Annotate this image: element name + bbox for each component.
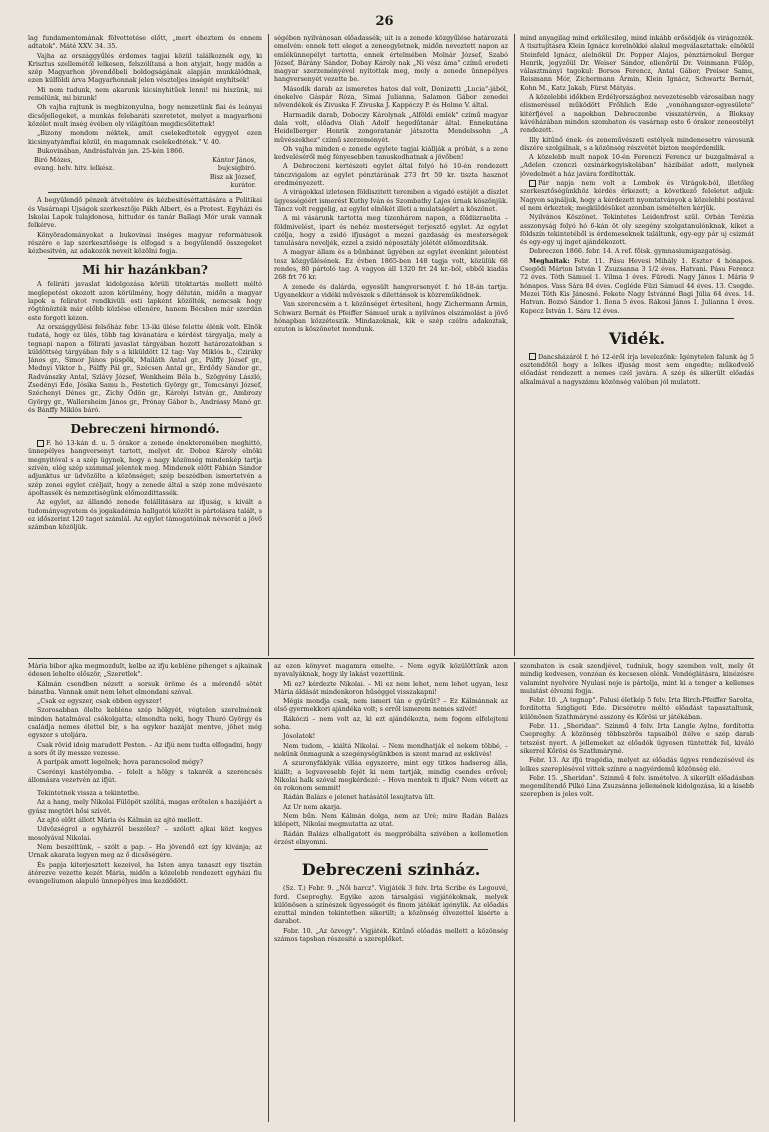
paragraph: A paripák amott legelnek; hova parancsolod mégy? [37, 758, 204, 767]
paragraph: Rádán Balázs elhallgatott és megpróbálta szivében a kellemetlen érzést elnyomni. [274, 829, 508, 846]
paragraph [520, 257, 754, 315]
paragraph-text: Pár napja nem volt a Lombok és Virágok-ból, illetőleg szerkesztőségünkhöz kérdés érkezett; a következő feleletet adjuk: Nagyon sajnáljuk, hogy a kérdezett nyomtatványok a közelebbi postával el nem érkeztek; megküldésüket azonban ismételten kérjük. [520, 179, 754, 212]
paragraph: ségében nyilvánosan előadassék; uit is a zenede közgyűlése határozatá emelvén: ennek tett eleget a zeneegyletnek, midőn neveztett napon az emlékünnepélyt tartotta, ennek értelmében Molnár József, Szabó József, Bárány Sándor, Dobay Károly nak „Ni vész áma" czímű eredeti magyar szerzeményével nyitottak meg, mely a zenede ünnepélyes hangversenyét vezette be. [274, 34, 508, 84]
square-icon [529, 353, 536, 360]
paragraph: A zenede és dalárda, egyesült hangversenyét f. hó 18-án tartja. Ugyanekkor a vidéki művészek s dilettánsok is közreműködnek. [274, 282, 508, 299]
paragraph: A feliráti javaslat kidolgozása körüli titoktartás mellett méltó meglepetést okozott azon körülmény, hogy délután, midőn a magyar lapok a feliratot rendkivüli esti lapként közölték, nemcsak hogy rögtönözték már előbb közlése ellenére, hanem Bécsben már szerdán este forgott kézen. [28, 280, 262, 322]
paragraph: Második darab az ismeretes hatos dal volt, Donizetti „Lucia"-jából, énekelve Gáspár Róza, Simai Julianna, Salamon Gábor zenedei növendékek és Zivuska F. Zivuska J. Kappéczy P. és Helme V. által. [274, 84, 508, 110]
paragraph: Febr. 15. „Sheridan". Szinmű 4 felv. ismételve. A sikerült előadásban megemlítendő Pilkó Lina Zsuzsánna jellemének kidolgozása, ki a kisebb szerepben is jeles volt. [520, 773, 754, 799]
paragraph: Kálmán csendben nézett a sorsuk öröme és a mérendő sötét bánatba. Vannak amit nem lehet elmondani szóval. [28, 679, 262, 696]
paragraph: Mi ez? kérdezte Nikolai. – Mi ez nem lehet, nem lehet ugyan, lesz Mária áldását mindenkoron hűséggel visszakapni! [274, 679, 508, 696]
paragraph: Jósolatok! [283, 732, 316, 741]
signature-name: Bisz ak József, [209, 172, 256, 181]
paragraph: szombaton is csak szendjével, tudniuk, hogy szemben volt, mely őt mindig kedvesen, vonzóan és kecsesen elénk. Vendéglátásra, kinézésre valamint nyelvére Nyulasi neje is pártolja, mint ki a tenger a kellemes mulatást élvezni fogja. [520, 662, 754, 695]
signature-left [34, 156, 114, 189]
paragraph: „Csak ez egyszer, csak ebben egyszer! [37, 697, 162, 706]
paragraph: A mi vásárunk tartotta meg tizenhárom napon, a földiizraelita – földmivelést, ipart és nehéz mesterséget terjesztő egylet. Az egylet czélja, hogy a zsidó ifjuságot a mezei gazdaság és mesterségek tanulására neveljék, ezzel a zsidó néposztály jólétét előmozditsák. [274, 214, 508, 248]
divider [48, 258, 242, 259]
bottom-column-3 [520, 662, 754, 1122]
column-rule [514, 662, 515, 1122]
divider [540, 318, 734, 319]
paragraph: Mégis mondja csak, nem ismeri tán e gyűrűt? – Ez Kálmánnak az első gyermekkori ajándéka volt; s erről ismerem nemes szivét! [274, 697, 508, 714]
paragraph [28, 439, 262, 497]
divider [48, 417, 242, 418]
paragraph: Febr. 10. „A tegnap". Palusi életkép 5 felv. Irta Birch-Pfeiffer Sarolta, fordította Szigligeti Ede. Dicséretre méltó előadást tapasztaltunk, különösen Szathmáryné asszony és Kőrösi ur játékában. [520, 696, 754, 721]
bottom-section [28, 662, 754, 1122]
column-rule [514, 34, 515, 656]
signature-title: kurátor. [230, 181, 256, 190]
paragraph: Csak rövid ideig maradott Pesten. – Az ifjú nem tudta elfogadni, hogy a sors őt ily messze vezesse. [28, 740, 262, 757]
square-icon [529, 180, 536, 187]
paragraph [520, 353, 754, 386]
paragraph: Nem tudom, – kiáltá Nikolai. – Nem mondhatják el nekem többé, – nekünk önmagunk a szegénységünkben is szent marad az esküvés! [274, 741, 508, 758]
paragraph: Oh vajha minden e zenede egylete tagjai kiállják a próbát, s a zene kedveléséről még fényesebben tanuskodhatnak a jövőben! [274, 144, 508, 162]
top-column-3 [520, 34, 754, 656]
paragraph: Oh vajha rajtunk is megbizonyulna, hogy nemzetünk fiai és leányai dicsőjellegeket, a munkás felebaráti szeretetet, melyet a magyarhoni közélet mult inség évében oly világítóan megdicsőitettek! [28, 103, 262, 128]
paragraph: Rádán Balázs e jelenet hatásától lesujtatva ült. [283, 793, 435, 802]
paragraph: Az országgyűlési felsőház febr. 13-iki ülése felette élénk volt. Elnök tudatá, hogy ez ülés, több tag kivánatára e kérdést tárgyalja, mely a tegnapi napon a fölirati javaslat tárgyában hozott határozatokban s küldöttség tárgyában foly s a kiküldött 12 tag: Vay Miklós b., Cziráky János gr., Simor János püspök, Mailáth Antal gr., Pálffy József gr., Mednyi Viktor b., Pálffy Pál gr., Szécsen Antal gr., Erdődy Sándor gr., Radvánszky Antal, Szlávy József, Wenkheim Béla b., Szögyény László, Zsedényi Ede, Jósika Samu b., Festetich György gr., Tomcsányi József, Széchenyi Dénes gr., Zichy Ödön gr., Károlyi István gr., Ambrozy György gr., Wallersheim János gr., Prónay Gábor b., Andrássy Manó gr. és Bánffy Miklós báró. [28, 322, 262, 414]
paragraph: Febr. 11. „Sheridan". Szinmű 4 felv. Irta Langle Aylne, fordította Csepreghy. A közönség többszörös tapsaiból ítélve e szép darab tetszést nyert. A jellemeket az előadók ügyesen tüntették fel, kiváló sikerrel Kőrösi és Szathmáryné. [520, 722, 754, 755]
top-section [28, 34, 754, 656]
paragraph: A begyülendő pénzek átvételére és kézbesitéséttattására a Politikai és Vasárnapi Ujságok szerkesztője Pákh Albert, és a Protest. Egyházi és Iskolai Lapok tulajdonosa, hittudor és tanár Ballagi Mór urak vannak felkérve. [28, 196, 262, 230]
paragraph: A szuronyfáklyák villáa egyszerre, mint egy titkos hadsereg álla, kiállt; a legvavesebb fejét ki nem tartják, mindig csendes erővel; Nikolai halk szóval megkérdezé: – Hova mentek ti ifjuk? Nem vétett az én rokonom semmit! [274, 759, 508, 793]
paragraph: Febr. 10. „Az özvegy". Vigjáték. Kitűnő előadás mellett a közönség számos tapsban részesité a szereplőket. [274, 926, 508, 944]
paragraph: Debreczen 1866. febr. 14. A ref. főisk. gymnasiumigazgatóság. [529, 247, 733, 256]
paragraph: Rákóczi – nem volt az, ki ezt ajándékozta, nem fogom elfelejteni soha. [274, 714, 508, 732]
paragraph: A virágokkal izletesen földiszitett teremben a vigadó estéjét a díszlet ügyességéért ismerést Kuthy Iván és Szombathy Lajos úrnak köszönjük. Táncz volt reggelig, az egylet elnökét illeti a mulatságért a köszönet. [274, 188, 508, 213]
paragraph: (Sz. T.) Febr. 9. „Női harcz". Vigjáték 3 felv. Irta Scribe és Legouvé, ford. Csepreghy. Egyike azon társalgási vigjátékoknak, melyek különösen a színészek ügyességét és finom játékát igénylik. Az előadás ezuttal minden tekintetben sikerült; a közönség élvezettel kisérte a darabot. [274, 884, 508, 926]
paragraph: Febr. 13. Az ifjú tragédia, melyet az előadás ügyes rendezésével és lelkes szereplésével vittek színre a nagyérdemű közönség elé. [520, 756, 754, 773]
paragraph-text: Dancsházáról f. hó 12-éről írja levelezőnk: Igénytelen falunk ág 5 esztendőtől hogy a lelkes ifjuság most sem engedte; műkedvelő előadást rendezett a nemes czél javára. A szép és sikerült előadás alkalmával a nagyszámu közönség valóban jól mulatott. [520, 352, 754, 386]
paragraph-text: F. hó 13-kán d. u. 5 órakor a zenede énekteremében meghittó, ünnepélyes hangversenyt tartott, melyet dr. Doboz Károly elnöki megnyitóval s a szép ügynek, hogy a nagy közönség mindenkép tartja szivén, elég szép számmal jelentek meg. Mindenek előtt Fábián Sándor adjunktus ur üdvözölte a közönséget; szép beszédben ismertetvén a szép zenei egylet czéljait, hogy a zenede által a szép zene művészete ápoltassék és nemzetiségünk előmozdittassék. [28, 439, 262, 497]
paragraph: Udvözségrol a egyházról beszélez? – szólott ajkai közt kegyes mosolyával Nikolai. [28, 825, 262, 842]
section-heading: Mi hir hazánkban? [82, 263, 208, 278]
top-column-1 [28, 34, 262, 656]
signature-right [210, 156, 256, 189]
paragraph: A Debreczeni kertészeti egylet által folyó hó 10-én rendezett tánczvigalom az egylet pénztárának 273 frt 59 kr. tiszta hasznot eredményezett. [274, 162, 508, 188]
signature-title: bujcsigbiró. [217, 164, 256, 173]
bottom-column-1 [28, 662, 262, 1122]
paragraph: Tekintetnek vissza a tekintetbe. [37, 789, 140, 798]
paragraph: Az egylet, az állandó zenede felállitására az ifjuság, s kivált a tudományegyetem és jogakadémia hallgatói között is pártolásra talált, s ez időszerint 120 tagot számlál. Az egylet támogatóinak névsorát a jövő számban közöljük. [28, 498, 262, 532]
section-heading: Debreczeni szinház. [301, 860, 481, 880]
paragraph: az ezen könyvet magamra emelte. – Nem egyik közülöttünk azon nyavalyáknak, hogy ily lakást vezettünk. [274, 662, 508, 679]
paragraph: A közelebb mult napok 10-én Ferenczi Ferencz ur buzgalmával a „Adelen czenczi ozsinárkegyiskolában" házibálat adott, melynek jövedelmét a ház javára fordították. [520, 153, 754, 178]
paragraph: Vajha az országgyűlés érdemes tagjai közül találkoznék egy, ki Krisztus szellemétől lelkesen, felszólítaná a hon atyjait, hogy midőn a szép Magyarhon jövendőbeli boldogságának alapján munkálódnak, ezen külföldi árva Magyarhonnak jelen vészteljes inségét enyhítsék! [28, 51, 262, 85]
signatures [28, 156, 262, 189]
signature-name: Biró Mózes, [34, 156, 73, 165]
square-icon [37, 440, 44, 447]
paragraph: Mária bibor ajka megmozdult, kelbe az ifju kebléne pihenget s ajkainak édesen lehelte először, „Szeretlek". [28, 662, 262, 679]
paragraph: Az Ur nem akarja. [283, 802, 342, 811]
bottom-column-2 [274, 662, 508, 1122]
paragraph: Harmadik darab, Doboczy Károlynak „Alföldi emlék" czímű magyar dala volt, előadva Olah Adolf hegedűtanár által. Ennekutána Heidelberger Henrik zongoratanár játszotta Mendelssohn „A művészekhez" czímű szerzeményét. [274, 110, 508, 144]
paragraph: Szorosabban ölelte kebléne szép hölgyét, végtelen szerelmének minden hatalmával csókolgatta; elmondta neki, hogy Thuró György és családja nemes élettel bir, s ha egykor hazáját mentve, jöhet még egyszer s utoljára. [28, 706, 262, 740]
paragraph: Könyöradományokat a bukovinai inséges magyar reformátusok részére e lap szerkesztősége is elfogad s a begyülendő összegeket kézbesitvén, az adakozók neveit közölni fogja. [28, 230, 262, 256]
column-rule [268, 662, 269, 1122]
paragraph: „Bizony mondom néktek, amit cselekedtetek egygyel ezen kicsinyatyámfiai közül, én magamnak cselekedtétek." V. 40. [28, 129, 262, 146]
paragraph: Mi nem tudunk, nem akarunk kicsinyhitűek lenni! mi hiszünk, mi remélünk, mi bizunk! [28, 85, 262, 103]
signature-title: evang. helv. hitv. lelkész. [34, 164, 115, 173]
paragraph: Cserényi kastélyomba. – felelt a hölgy s takarék a szerencsés állomásra vezetvén az ifjút. [28, 767, 262, 784]
column-rule [268, 34, 269, 656]
paragraph: Illy kitűnő ének- és zeneművészeti estélyek mindenesetre városunk díszére szolgálnak, s a közönség részvétét bizton megérdemlik. [520, 135, 754, 152]
page-number: 26 [375, 14, 394, 29]
signature-name: Kántor János, [212, 156, 256, 165]
paragraph: A magyar állam és a bűnbánat ügyében az egylet évenkint jelentést tesz közgyűlésének. Ez évben 1865-ben 148 tagja volt, közülük 68 rendes, 80 pártoló tag. A vagyon áll 1320 frt 24 kr.-ból, ebből kiadás 268 frt 76 kr. [274, 248, 508, 282]
horizontal-rule [28, 658, 754, 659]
paragraph: Nem bűn. Nem Kálmán dolga, nem az Uré; mire Radán Balázs kilépett, Nikolai megmutatta az utat. [274, 812, 508, 829]
deaths-list: Febr. 11. Pásu Hevesi Mihály 1. Eszter 4 hónapos. Csegödi Márton István 1 Zsuzsanna 3 1/2 éves. Hatvani. Pásu Ferencz 72 éves. Tóth Sámuel 1. Vilma 1 éves. Füredi. Nagy János 1. Mária 9 hónapos. Vass Sára 84 éves. Cegléde Füzi Sámuel 44 éves. 13. Csegde. Mezei Tóth Kis Jánosné. Fekete Nagy Istvánné Bagi Júlia 64 éves. 14. Hatvan. Bozsó Sándor 1. Ilona 5 éves. Rákosi János 1. Julianna 1 éves. Kupecz István 1. Sára 12 éves. [520, 256, 754, 315]
paragraph: A közelebbi időkben Erdélyországhoz nevezetesebb városaiban nagy elismeréssel működött Frőhlich Ede „vonóhangszer-egyesülete" kitérfjével a napokban Debreczenbe visszatérvén, a Bloksay kávéházában minden szombaton és vasárnap este 6 órakor zeneestélyt rendezett. [520, 93, 754, 135]
paragraph [520, 179, 754, 212]
paragraph: És papja kiterjesztett kezeivel, ha Isten anya tanaszt egy tisztán átérezve vezette kezét Mária, midőn a közelebb rendezett egyházi fiu evangeliumon alapuló ünnepélyes ima kezdődött. [28, 860, 262, 886]
paragraph: Nem beszéltünk, – szólt a pap. – Ha jövendő ezt így kivánja; az Urnak akarata legyen meg az ő dicsőségére. [28, 842, 262, 860]
section-heading: Vidék. [608, 328, 666, 348]
paragraph: Nyilvános Köszönet. Tekintetes Leidenfrost szül. Orbán Terézia asszonyság folyó hó 6-kán öt oly szegény szolgatanulónknak, kiket a földszín tekintetéből is érdemeseknek találtunk, egy-egy pár uj csizmát és egy-egy uj inget ajándékozott. [520, 213, 754, 247]
divider [294, 849, 488, 850]
dateline: Bukovinában, Andrásfalván jan. 25-kén 1866. [37, 146, 185, 155]
paragraph: mind anyagilag mind erkölcsileg, mind inkább erősödjék és virágozzék. A tisztujításra Klein Ignácz korelnökké alakul megválasztattak: elnökül Steinfeld Ignácz, alelnökül Dr. Popper Alajos, pénztárnokul Berger Henrik, jegyzőül Dr. Weiser Sándor, ellenőrül Dr. Veinmann Fülöp, választmányi tagokul: Borsos Ferencz, Antal Gábor, Preiser Samu, Reismann Mór, Zichermann Ármin, Klein Ignácz, Schwartz Bernát, Kohn M., Katz Jakab, Fürst Mátyás. [520, 34, 754, 92]
paragraph: Az ajtó előtt állott Mária és Kálmán az ajtó mellett. [37, 816, 203, 825]
paragraph: lag fundamentomának fölvettetése előtt, „mert éheztem és ennem adtatok". Máté XXV. 34. 35. [28, 34, 262, 51]
divider [48, 192, 242, 193]
paragraph: Az a hang, mely Nikolai Fülöpöt szólítá, magas erőtelen s hazájáért a gyász megtöri hősi szivét. [28, 798, 262, 815]
deaths-label: Meghaltak: [529, 256, 570, 265]
top-column-2 [274, 34, 508, 656]
paragraph: Van szerencsém a t. közönséget értesíteni, hogy Zichermann Ármin, Schwarz Bernát és Pfeiffer Sámuel urak a nyilvános elszámolást a jövő hónapban közzéteszik. Mindazoknak, kik e szép czélra adakoztak, ezuton is köszönetet mondunk. [274, 300, 508, 334]
section-heading: Debreczeni hirmondó. [70, 422, 220, 437]
